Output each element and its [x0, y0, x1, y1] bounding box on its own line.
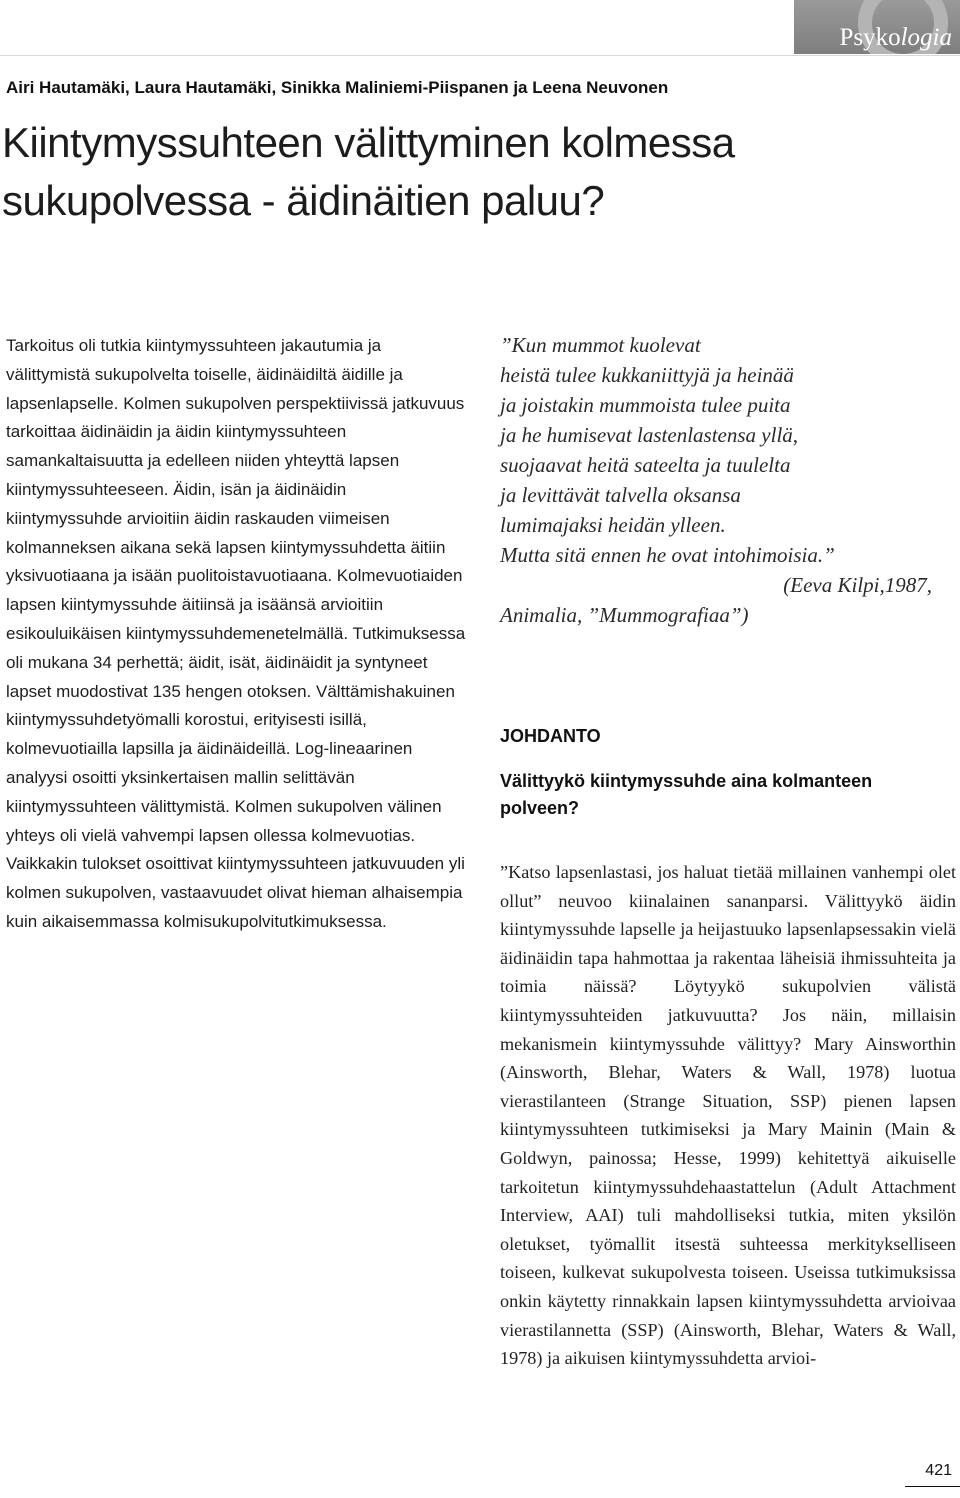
page-number-rule: [905, 1486, 960, 1487]
poem-attribution-line-1: (Eeva Kilpi,1987,: [783, 573, 932, 597]
poem-line: heistä tulee kukkaniittyjä ja heinää: [500, 363, 794, 387]
title-line-2: sukupolvessa - äidinäitien paluu?: [2, 177, 605, 224]
poem-line: Mutta sitä ennen he ovat intohimoisia.”: [500, 543, 835, 567]
article-title: [2, 114, 942, 230]
title-line-1: Kiintymyssuhteen välittyminen kolmessa: [2, 119, 735, 166]
header-divider: [0, 55, 960, 56]
poem-line: ja joistakin mummoista tulee puita: [500, 393, 791, 417]
section-subheading: Välittyykö kiintymyssuhde aina kolmanteen polveen?: [500, 771, 873, 818]
journal-logo: [794, 0, 960, 54]
article-abstract: Tarkoitus oli tutkia kiintymyssuhteen jakautumia ja välittymistä sukupolvelta toiselle, äidinäidiltä äidille ja lapsenlapselle. Kolmen sukupolven perspektiivissä jatkuvuus tarkoittaa äidinäidin ja äidin kiintymyssuhteen samankaltaisuutta ja edelleen niiden yhteyttä lapsen kiintymyssuhteeseen. Äidin, isän ja äidinäidin kiintymyssuhde arvioitiin äidin raskauden viimeisen kolmanneksen aikana sekä lapsen kiintymyssuhdetta äitiin yksivuotiaana ja isään puolitoistavuotiaana. Kolmevuotiaiden lapsen kiintymyssuhde äitiinsä ja isäänsä arvioitiin esikouluikäisen kiintymyssuhdemenetelmällä. Tutkimuksessa oli mukana 34 perhettä; äidit, isät, äidinäidit ja syntyneet lapset muodostivat 135 hengen otoksen. Välttämishakuinen kiintymyssuhdetyömalli korostui, erityisesti isillä, kolmevuotiailla lapsilla ja äidinäideillä. Log-lineaarinen analyysi osoitti yksinkertaisen mallin selittävän kiintymyssuhteen välittymistä. Kolmen sukupolven välinen yhteys oli vielä vahvempi lapsen ollessa kolmevuotias. Vaikkakin tulokset osoittivat kiintymyssuhteen jatkuvuuden yli kolmen sukupolven, vastaavuudet olivat hieman alhaisempia kuin aikaisemmassa kolmisukupolvitutkimuksessa.: [6, 336, 466, 931]
poem-line: ja he humisevat lastenlastensa yllä,: [500, 423, 799, 447]
body-paragraph: ”Katso lapsenlastasi, jos haluat tietää millainen vanhempi olet ollut” neuvoo kiinalainen sananparsi. Välittyykö äidin kiintymyssuhde lapselle ja heijastuuko lapsenlapsessakin vielä äidinäidin tapa hahmottaa ja rakentaa läheisiä ihmissuhteita ja toimia näissä? Löytyykö sukupolvien välistä kiintymyssuhteiden jatkuvuutta? Jos näin, millaisin mekanismein kiintymyssuhde välittyy? Mary Ainsworthin (Ainsworth, Blehar, Waters & Wall, 1978) luotua vierastilanteen (Strange Situation, SSP) pienen lapsen kiintymyssuhteen tutkimiseksi ja Mary Mainin (Main & Goldwyn, painossa; Hesse, 1999) kehitettyä aikuiselle tarkoitetun kiintymyssuhdehaastattelun (Adult Attachment Interview, AAI) tuli mahdolliseksi tutkia, miten yksilön oletukset, työmallit itsestä suhteessa merkitykselliseen toiseen, kulkevat sukupolvesta toiseen. Useissa tutkimuksissa onkin käytetty rinnakkain lapsen kiintymyssuhdetta arvioivaa vierastilannetta (SSP) (Ainsworth, Blehar, Waters & Wall, 1978) ja aikuisen kiintymyssuhdetta arvioi-: [500, 862, 956, 1369]
logo-text: Psykologia: [839, 24, 952, 51]
poem-line: ja levittävät talvella oksansa: [500, 483, 741, 507]
poem-line: suojaavat heitä sateelta ja tuulelta: [500, 453, 791, 477]
poem-attribution-line-2: Animalia, ”Mummografiaa”): [500, 603, 749, 627]
page-number: 421: [925, 1462, 952, 1479]
section-heading: JOHDANTO: [500, 726, 601, 746]
epigraph-poem: [500, 330, 940, 630]
poem-line: ”Kun mummot kuolevat: [500, 333, 701, 357]
article-authors: Airi Hautamäki, Laura Hautamäki, Sinikka Maliniemi-Piispanen ja Leena Neuvonen: [6, 78, 669, 97]
poem-line: lumimajaksi heidän ylleen.: [500, 513, 726, 537]
